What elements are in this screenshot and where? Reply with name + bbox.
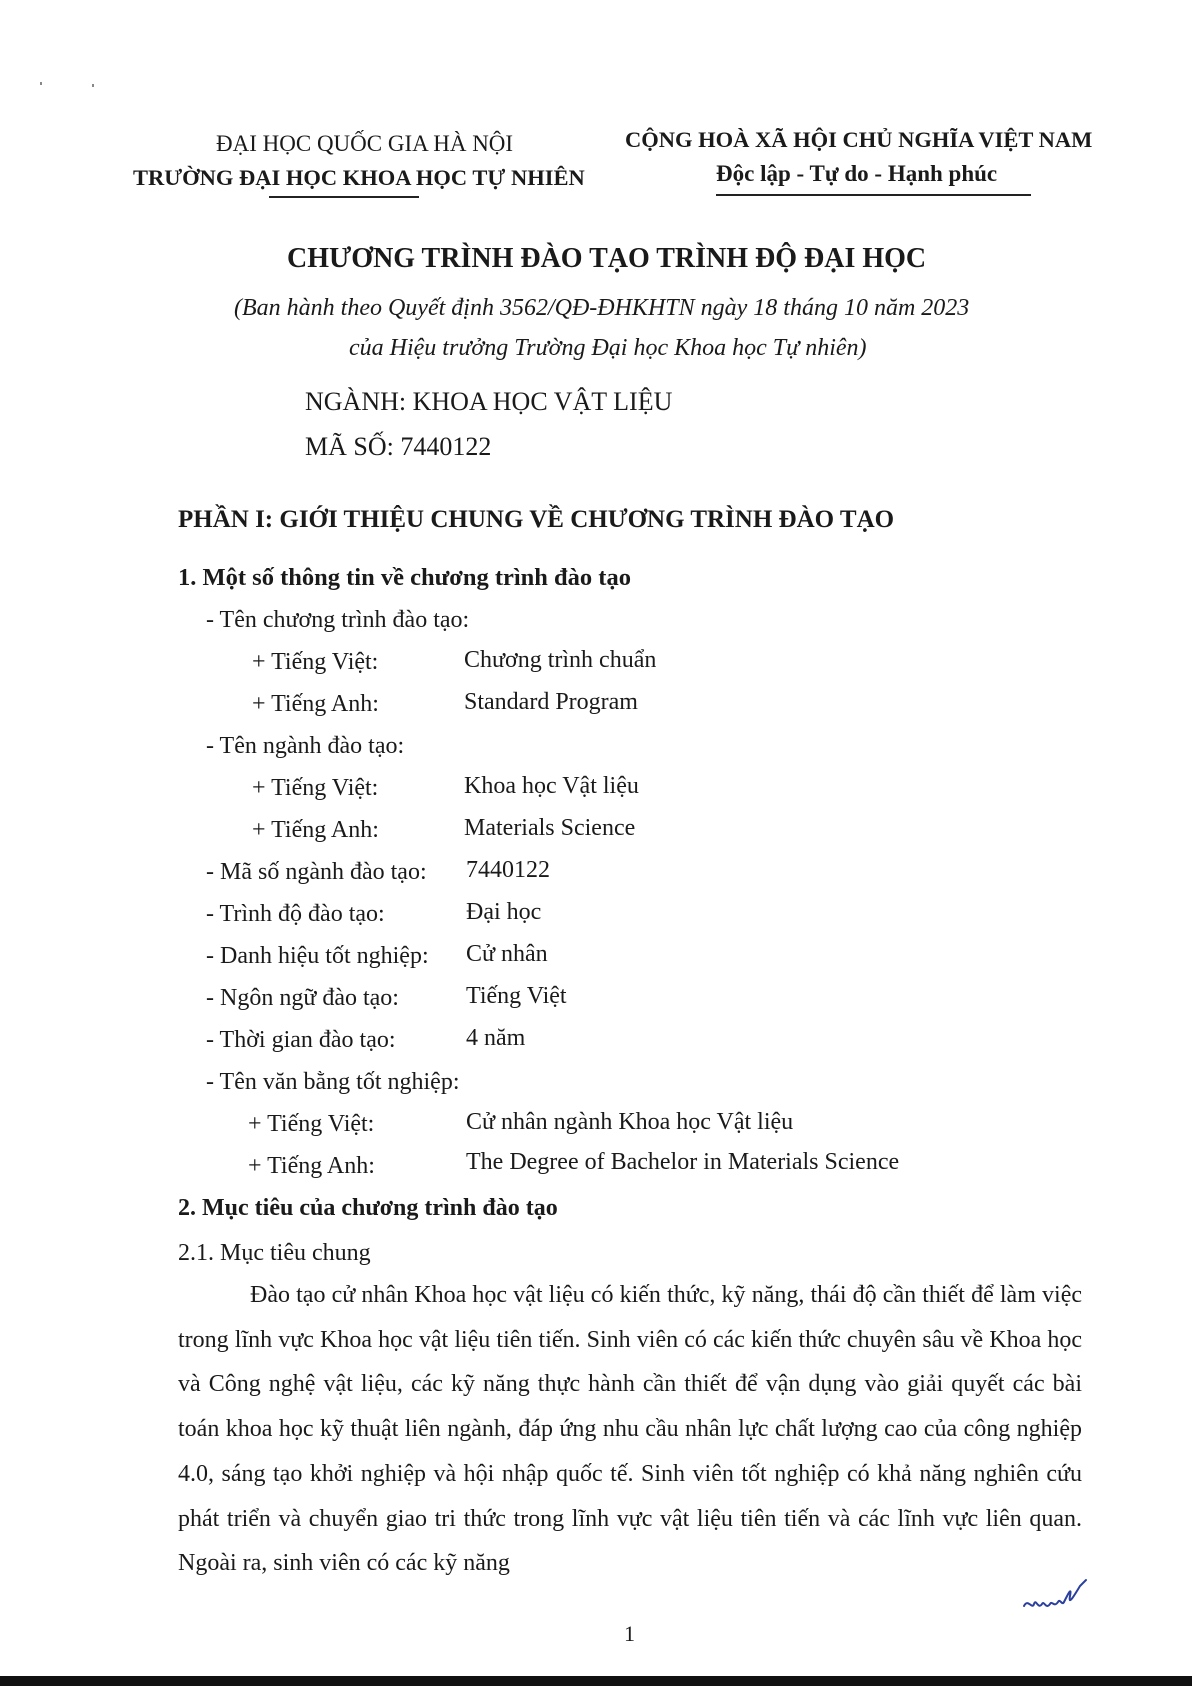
- university-name: ĐẠI HỌC QUỐC GIA HÀ NỘI: [216, 131, 514, 156]
- subtitle-line-2: của Hiệu trưởng Trường Đại học Khoa học Tự nhiên): [349, 335, 867, 361]
- major-code-value: 7440122: [466, 857, 550, 883]
- degree-vi-label: + Tiếng Việt:: [248, 1111, 375, 1137]
- motto-underline: [716, 194, 1031, 196]
- level-label: - Trình độ đào tạo:: [206, 901, 385, 927]
- graduation-title-value: Cử nhân: [466, 941, 548, 967]
- major-en-value: Materials Science: [464, 815, 636, 841]
- major-vi-value: Khoa học Vật liệu: [464, 773, 639, 799]
- initials-signature: [1020, 1576, 1092, 1618]
- section-2-heading: 2. Mục tiêu của chương trình đào tạo: [178, 1195, 558, 1221]
- scan-speck: [40, 82, 42, 85]
- major-name-label: - Tên ngành đào tạo:: [206, 733, 405, 759]
- program-en-label: + Tiếng Anh:: [252, 691, 379, 717]
- national-motto: Độc lập - Tự do - Hạnh phúc: [716, 161, 998, 186]
- part-heading: PHẦN I: GIỚI THIỆU CHUNG VỀ CHƯƠNG TRÌNH ĐÀO TẠO: [178, 506, 895, 533]
- duration-value: 4 năm: [466, 1025, 526, 1051]
- program-vi-label: + Tiếng Việt:: [252, 649, 379, 675]
- country-name: CỘNG HOÀ XÃ HỘI CHỦ NGHĨA VIỆT NAM: [625, 127, 1093, 152]
- school-name: TRƯỜNG ĐẠI HỌC KHOA HỌC TỰ NHIÊN: [133, 165, 585, 190]
- graduation-title-label: - Danh hiệu tốt nghiệp:: [206, 943, 429, 969]
- degree-en-label: + Tiếng Anh:: [248, 1153, 375, 1179]
- scan-speck: [92, 84, 94, 87]
- program-en-value: Standard Program: [464, 689, 638, 715]
- degree-vi-value: Cử nhân ngành Khoa học Vật liệu: [466, 1109, 794, 1135]
- code-line: MÃ SỐ: 7440122: [305, 432, 492, 461]
- major-en-label: + Tiếng Anh:: [252, 817, 379, 843]
- scan-bottom-border: [0, 1676, 1192, 1686]
- major-code-label: - Mã số ngành đào tạo:: [206, 859, 427, 885]
- school-name-underline: [269, 196, 419, 198]
- degree-label: - Tên văn bằng tốt nghiệp:: [206, 1069, 460, 1095]
- language-value: Tiếng Việt: [466, 983, 567, 1009]
- language-label: - Ngôn ngữ đào tạo:: [206, 985, 399, 1011]
- paragraph-text: Đào tạo cử nhân Khoa học vật liệu có kiến thức, kỹ năng, thái độ cần thiết để làm việc trong lĩnh vực Khoa học vật liệu tiên tiến. Sinh viên có các kiến thức chuyên sâu về Khoa học và Công nghệ vật liệu, các kỹ năng thực hành cần thiết để vận dụng vào giải quyết các bài toán khoa học kỹ thuật liên ngành, đáp ứng nhu cầu nhân lực chất lượng cao của công nghiệp 4.0, sáng tạo khởi nghiệp và hội nhập quốc tế. Sinh viên tốt nghiệp có khả năng nghiên cứu phát triển và chuyển giao tri thức trong lĩnh vực vật liệu tiên tiến và các lĩnh vực liên quan. Ngoài ra, sinh viên có các kỹ năng: [178, 1282, 1082, 1577]
- subtitle-line-1: (Ban hành theo Quyết định 3562/QĐ-ĐHKHTN ngày 18 tháng 10 năm 2023: [234, 295, 970, 321]
- section-1-heading: 1. Một số thông tin về chương trình đào tạo: [178, 564, 631, 591]
- level-value: Đại học: [466, 899, 542, 925]
- page-number: 1: [624, 1621, 635, 1646]
- major-line: NGÀNH: KHOA HỌC VẬT LIỆU: [305, 387, 673, 416]
- degree-en-value: The Degree of Bachelor in Materials Science: [466, 1149, 900, 1175]
- section-2-1-paragraph: [178, 1273, 1082, 1586]
- duration-label: - Thời gian đào tạo:: [206, 1027, 396, 1053]
- program-vi-value: Chương trình chuẩn: [464, 647, 657, 673]
- section-2-1-heading: 2.1. Mục tiêu chung: [178, 1240, 371, 1266]
- major-vi-label: + Tiếng Việt:: [252, 775, 379, 801]
- document-title: CHƯƠNG TRÌNH ĐÀO TẠO TRÌNH ĐỘ ĐẠI HỌC: [287, 243, 927, 274]
- program-name-label: - Tên chương trình đào tạo:: [206, 607, 470, 633]
